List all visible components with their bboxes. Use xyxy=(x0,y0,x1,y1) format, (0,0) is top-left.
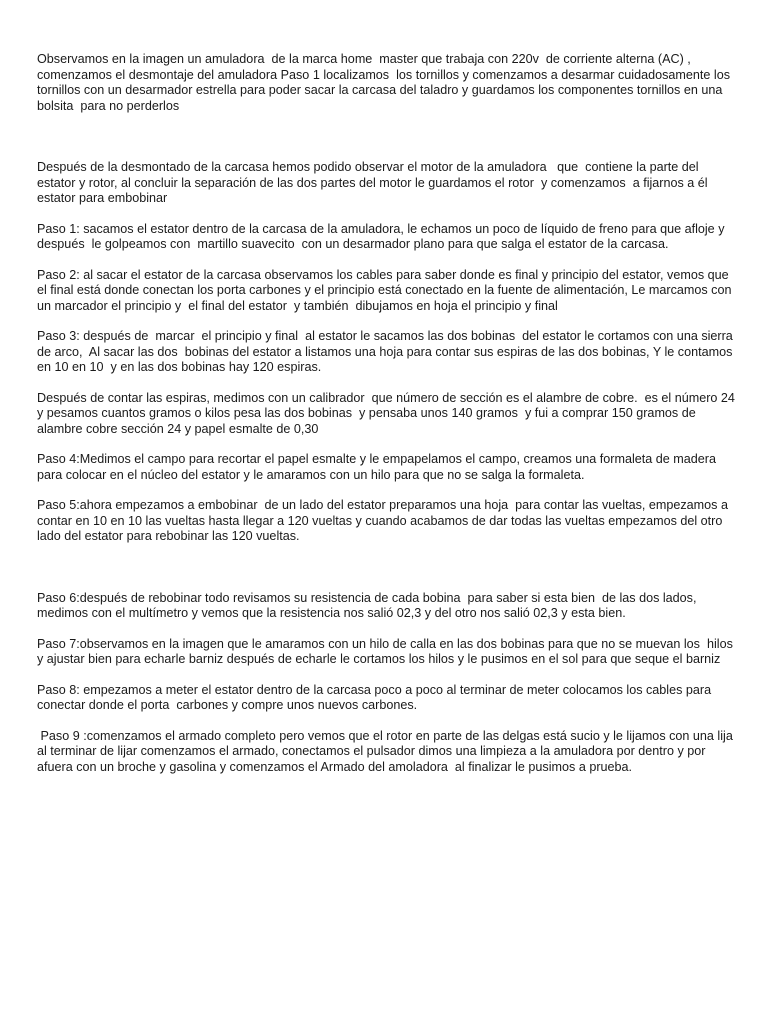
paragraph-paso-5: Paso 5:ahora empezamos a embobinar de un lado del estator preparamos una hoja para contar las vueltas, empezamos a contar en 10 en 10 las vueltas hasta llegar a 120 vueltas y cuando acabamos de dar todas las vueltas empezamos del otro lado del estator para rebobinar las 120 vueltas. xyxy=(37,498,732,543)
paragraph-espiras: Después de contar las espiras, medimos con un calibrador que número de sección es el alambre de cobre. es el número 24 y pesamos cuantos gramos o kilos pesa las dos bobinas y pensaba unos 140 gramos y fui a comprar 150 gramos de alambre cobre sección 24 y papel esmalte de 0,30 xyxy=(37,390,739,436)
paragraph-paso-4: Paso 4:Medimos el campo para recortar el papel esmalte y le empapelamos el campo, creamos una formaleta de madera para colocar en el núcleo del estator y le amaramos con un hilo para que no se salga la formaleta. xyxy=(37,452,723,482)
spacer xyxy=(37,253,737,268)
spacer xyxy=(37,622,737,637)
paragraph-paso-3: Paso 3: después de marcar el principio y final al estator le sacamos las dos bobinas del estator le cortamos con una sierra de arco, Al sacar las dos bobinas del estator a listamos una hoja para contar sus espiras de las dos bobinas, Y le contamos en 10 en 10 y en las dos bobinas hay 120 espiras. xyxy=(37,329,737,374)
spacer xyxy=(37,545,737,591)
paragraph-intro: Observamos en la imagen un amuladora de la marca home master que trabaja con 220v de corriente alterna (AC) , comenzamos el desmontaje del amuladora Paso 1 localizamos los tornillos y comenzamos a desarmar cuidadosamente los tornillos con un desarmador estrella para poder sacar la carcasa del taladro y guardamos los componentes tornillos en una bolsita para no perderlos xyxy=(37,52,734,113)
spacer xyxy=(37,437,737,452)
spacer xyxy=(37,714,737,729)
paragraph-motor: Después de la desmontado de la carcasa hemos podido observar el motor de la amuladora que contiene la parte del estator y rotor, al concluir la separación de las dos partes del motor le guardamos el rotor y comenzamos a fijarnos a él estator para embobinar xyxy=(37,160,712,205)
paragraph-paso-1: Paso 1: sacamos el estator dentro de la carcasa de la amuladora, le echamos un poco de líquido de freno para que afloje y después le golpeamos con martillo suavecito con un desarmador plano para que salga el estator de la carcasa. xyxy=(37,221,728,251)
paragraph-paso-6: Paso 6:después de rebobinar todo revisamos su resistencia de cada bobina para saber si esta bien de las dos lados, medimos con el multímetro y vemos que la resistencia nos salió 02,3 y del otro nos salió 02,3 y esta bien. xyxy=(37,590,700,620)
paragraph-paso-7: Paso 7:observamos en la imagen que le amaramos con un hilo de calla en las dos bobinas para que no se muevan los hilos y ajustar bien para echarle barniz después de echarle le cortamos los hilos y le pusimos en el sol para que seque el barniz xyxy=(37,636,737,666)
paragraph-paso-8: Paso 8: empezamos a meter el estator dentro de la carcasa poco a poco al terminar de meter colocamos los cables para conectar donde el porta carbones y compre unos nuevos carbones. xyxy=(37,682,715,712)
spacer xyxy=(37,668,737,683)
paragraph-paso-2: Paso 2: al sacar el estator de la carcasa observamos los cables para saber donde es final y principio del estator, vemos que el final está donde conectan los porta carbones y el principio está conectado en la fuente de alimentación, Le marcamos con un marcador el principio y el final del estator y también dibujamos en hoja el principio y final xyxy=(37,267,735,313)
spacer xyxy=(37,376,737,391)
spacer xyxy=(37,114,737,160)
spacer xyxy=(37,483,737,498)
spacer xyxy=(37,207,737,222)
document-body xyxy=(37,52,737,775)
paragraph-paso-9: Paso 9 :comenzamos el armado completo pero vemos que el rotor en parte de las delgas está sucio y le lijamos con una lija al terminar de lijar comenzamos el armado, conectamos el pulsador dimos una limpieza a la amuladora por dentro y por afuera con un broche y gasolina y comenzamos el Armado del amoladora al finalizar le pusimos a prueba. xyxy=(37,728,737,774)
spacer xyxy=(37,314,737,329)
